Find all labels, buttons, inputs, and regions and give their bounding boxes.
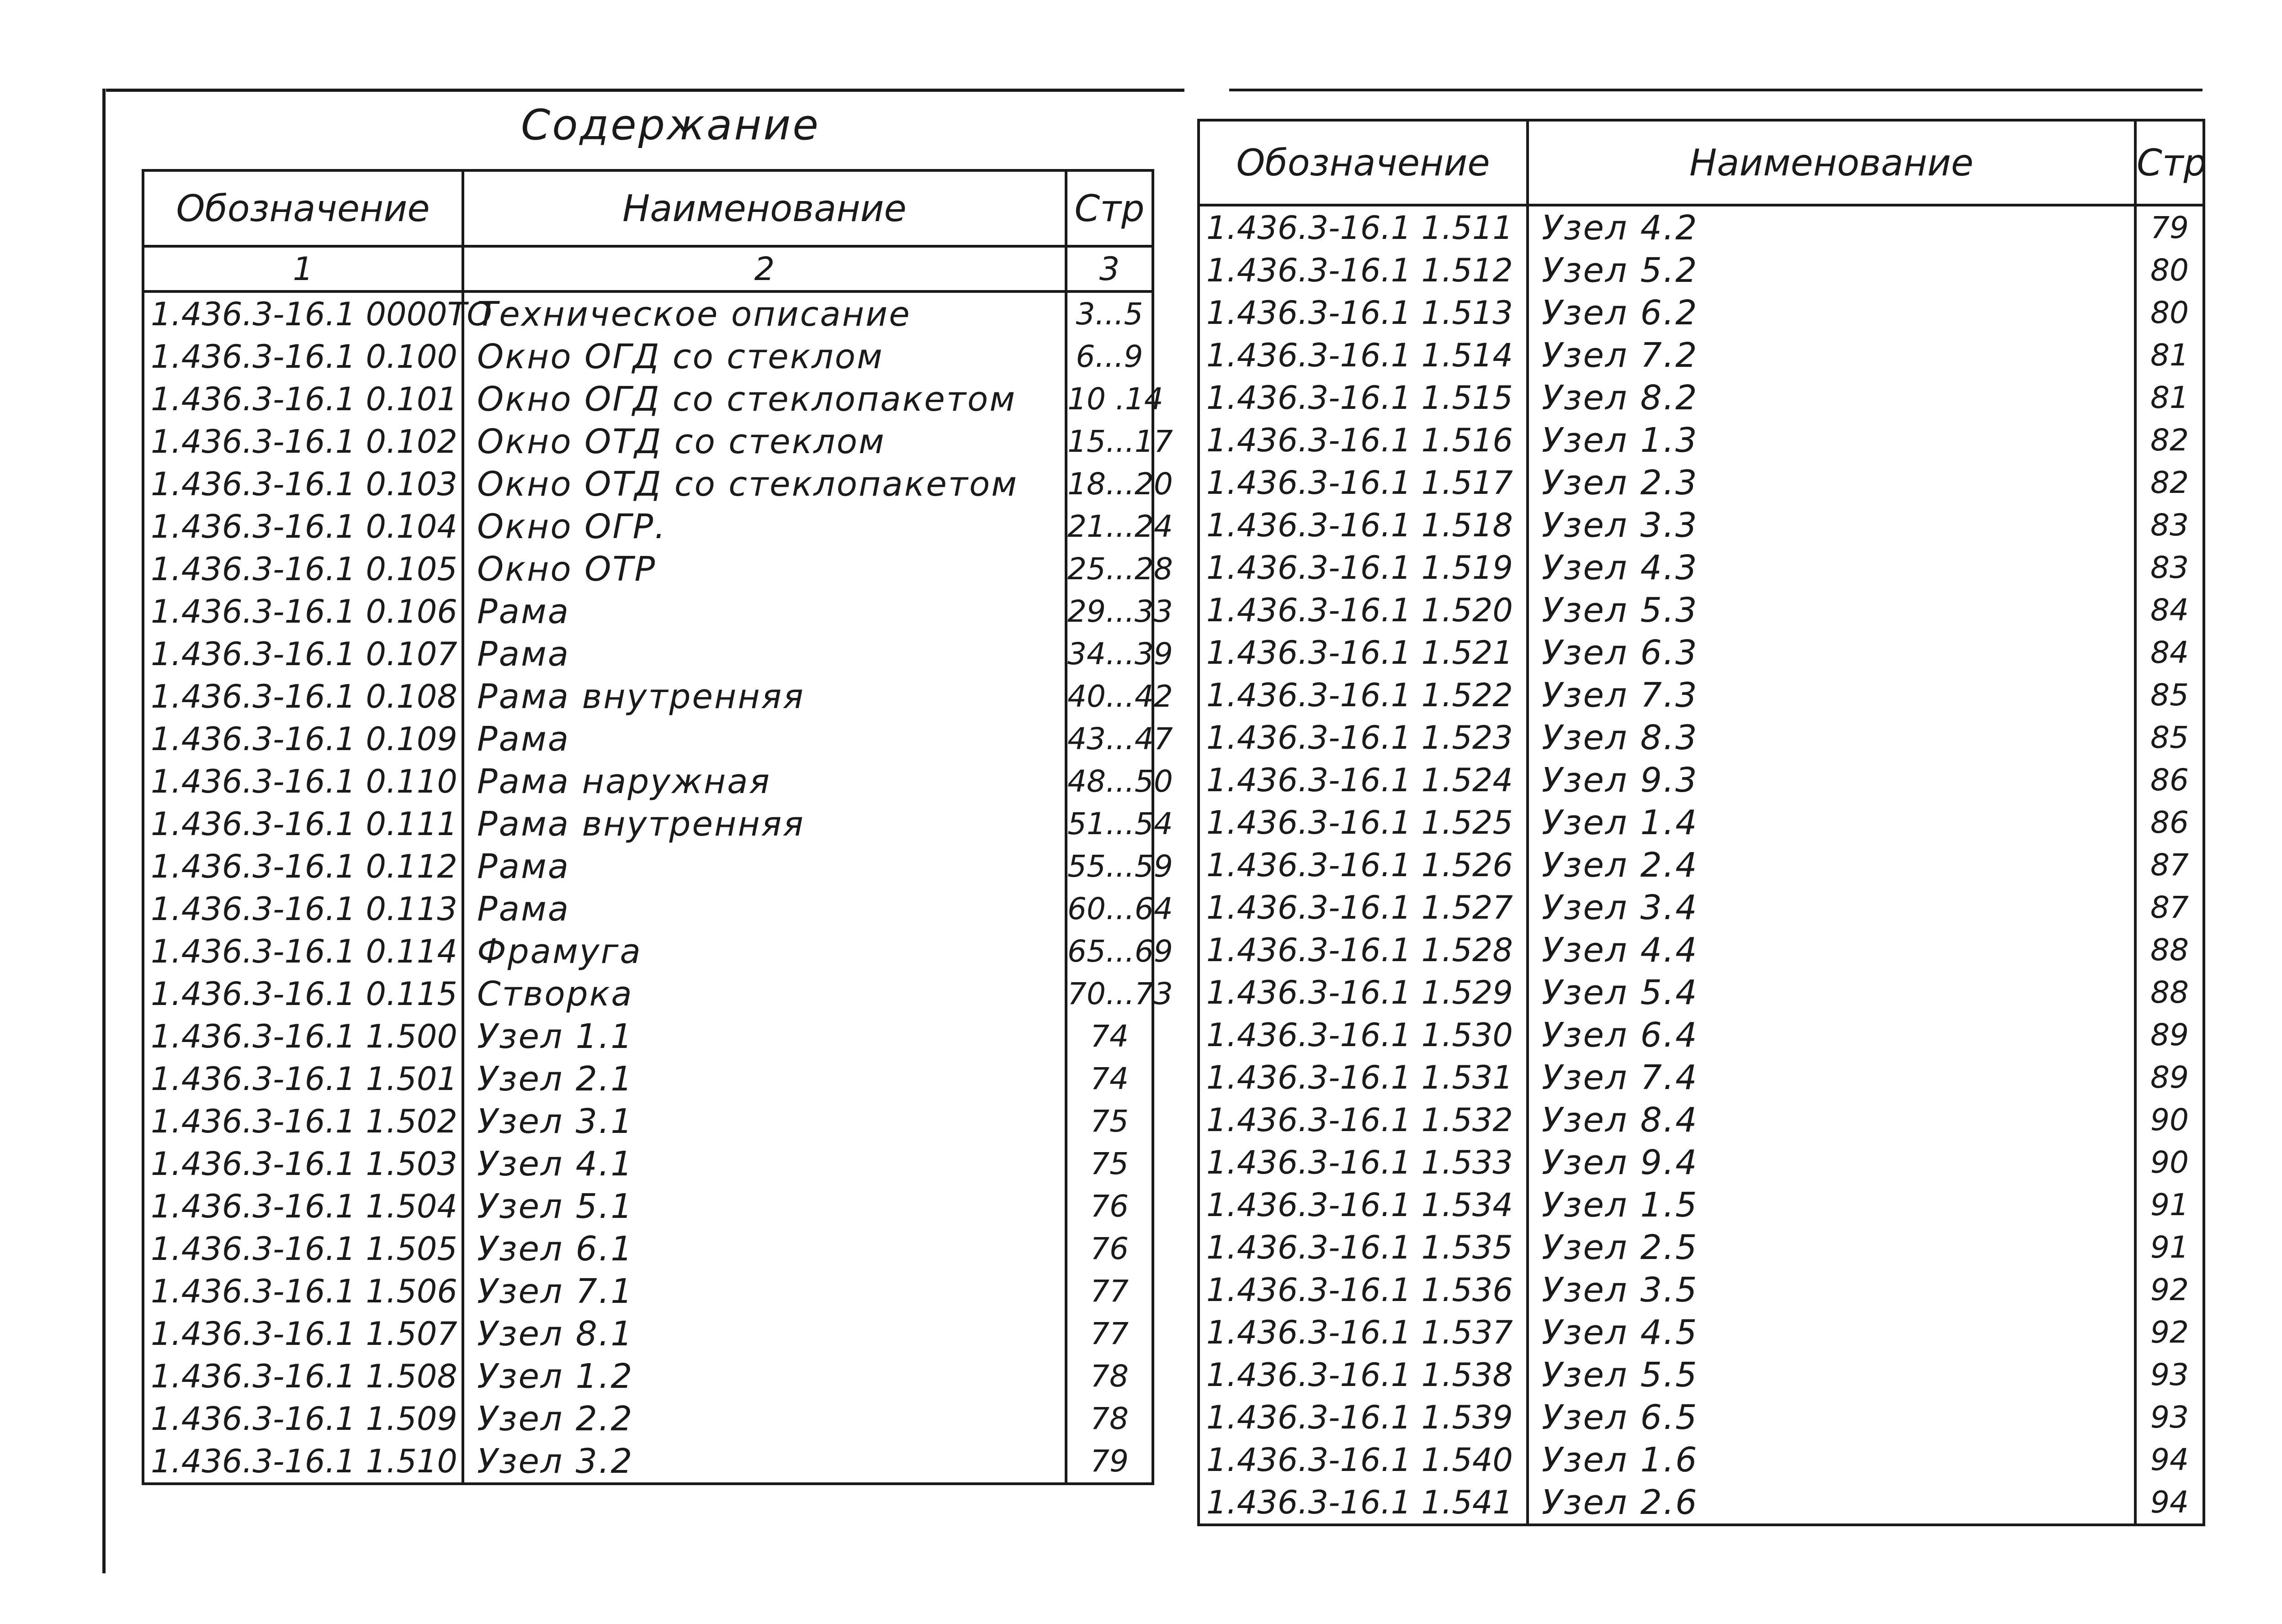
row-page: 29...33 xyxy=(1066,590,1153,633)
row-designation: 1.436.3-16.1 0.102 xyxy=(143,420,463,463)
row-designation: 1.436.3-16.1 0.105 xyxy=(143,548,463,590)
row-page: 79 xyxy=(2135,205,2204,249)
row-designation: 1.436.3-16.1 0.104 xyxy=(143,505,463,548)
row-page: 83 xyxy=(2135,504,2204,546)
table-row xyxy=(1199,971,2204,1014)
table-row xyxy=(143,463,1153,505)
table-row xyxy=(143,888,1153,930)
table-row xyxy=(1199,334,2204,376)
row-designation: 1.436.3-16.1 1.512 xyxy=(1199,249,1528,291)
table-row xyxy=(1199,205,2204,249)
row-page: 93 xyxy=(2135,1354,2204,1396)
column-number-designation: 1 xyxy=(143,246,463,291)
row-name: Рама xyxy=(463,590,1066,633)
row-name: Узел 3.3 xyxy=(1528,504,2135,546)
row-page: 84 xyxy=(2135,589,2204,631)
row-name: Узел 7.2 xyxy=(1528,334,2135,376)
table-row xyxy=(1199,291,2204,334)
row-page: 92 xyxy=(2135,1311,2204,1354)
table-row xyxy=(1199,1141,2204,1184)
row-page: 48...50 xyxy=(1066,760,1153,803)
row-page: 84 xyxy=(2135,631,2204,674)
table-row xyxy=(1199,1439,2204,1481)
row-designation: 1.436.3-16.1 1.505 xyxy=(143,1227,463,1270)
row-designation: 1.436.3-16.1 1.501 xyxy=(143,1058,463,1100)
row-name: Окно ОГД со стеклом xyxy=(463,335,1066,378)
column-header-page: Стр xyxy=(2135,120,2204,205)
row-page: 60...64 xyxy=(1066,888,1153,930)
table-row xyxy=(143,1185,1153,1227)
table-row xyxy=(143,1270,1153,1312)
row-page: 91 xyxy=(2135,1226,2204,1269)
table-row xyxy=(1199,844,2204,886)
row-page: 75 xyxy=(1066,1143,1153,1185)
frame-left-rule xyxy=(102,89,106,1573)
row-name: Рама внутренняя xyxy=(463,675,1066,718)
column-header-designation: Обозначение xyxy=(143,170,463,246)
table-row xyxy=(1199,461,2204,504)
row-name: Узел 4.3 xyxy=(1528,546,2135,589)
table-row xyxy=(143,845,1153,888)
row-designation: 1.436.3-16.1 0.114 xyxy=(143,930,463,973)
row-name: Узел 9.4 xyxy=(1528,1141,2135,1184)
row-name: Створка xyxy=(463,973,1066,1015)
table-row xyxy=(1199,546,2204,589)
row-page: 51...54 xyxy=(1066,803,1153,845)
row-designation: 1.436.3-16.1 1.528 xyxy=(1199,929,1528,971)
column-header-page: Стр xyxy=(1066,170,1153,246)
row-page: 6...9 xyxy=(1066,335,1153,378)
row-page: 43...47 xyxy=(1066,718,1153,760)
row-page: 82 xyxy=(2135,419,2204,461)
contents-table-left xyxy=(142,169,1173,1485)
table-row xyxy=(1199,759,2204,801)
row-designation: 1.436.3-16.1 1.525 xyxy=(1199,801,1528,844)
row-page: 40...42 xyxy=(1066,675,1153,718)
row-name: Узел 4.5 xyxy=(1528,1311,2135,1354)
row-name: Узел 2.5 xyxy=(1528,1226,2135,1269)
row-designation: 1.436.3-16.1 0.109 xyxy=(143,718,463,760)
row-designation: 1.436.3-16.1 0.101 xyxy=(143,378,463,420)
table-row xyxy=(143,420,1153,463)
row-page: 76 xyxy=(1066,1185,1153,1227)
column-header-name: Наименование xyxy=(463,170,1066,246)
row-name: Узел 2.3 xyxy=(1528,461,2135,504)
frame-top-left-rule xyxy=(106,89,1184,92)
table-row xyxy=(143,548,1153,590)
table-row xyxy=(1199,249,2204,291)
row-designation: 1.436.3-16.1 1.514 xyxy=(1199,334,1528,376)
table-row xyxy=(143,633,1153,675)
row-name: Узел 1.2 xyxy=(463,1355,1066,1397)
table-row xyxy=(143,718,1153,760)
row-page: 74 xyxy=(1066,1015,1153,1058)
row-page: 21...24 xyxy=(1066,505,1153,548)
row-designation: 1.436.3-16.1 1.510 xyxy=(143,1440,463,1484)
table-row xyxy=(143,675,1153,718)
row-name: Узел 3.1 xyxy=(463,1100,1066,1143)
row-page: 87 xyxy=(2135,886,2204,929)
contents-table-right xyxy=(1197,119,2205,1526)
row-designation: 1.436.3-16.1 1.526 xyxy=(1199,844,1528,886)
row-name: Окно ОТД со стеклом xyxy=(463,420,1066,463)
header-row xyxy=(1199,120,2204,205)
row-name: Окно ОТР xyxy=(463,548,1066,590)
row-designation: 1.436.3-16.1 0.115 xyxy=(143,973,463,1015)
table-row xyxy=(1199,1056,2204,1099)
row-designation: 1.436.3-16.1 1.507 xyxy=(143,1312,463,1355)
row-designation: 1.436.3-16.1 1.540 xyxy=(1199,1439,1528,1481)
table-row xyxy=(1199,886,2204,929)
table-row xyxy=(143,973,1153,1015)
table-row xyxy=(1199,589,2204,631)
row-page: 93 xyxy=(2135,1396,2204,1439)
row-designation: 1.436.3-16.1 1.508 xyxy=(143,1355,463,1397)
table-row xyxy=(1199,504,2204,546)
row-page: 86 xyxy=(2135,759,2204,801)
contents-body-left xyxy=(143,246,1173,1484)
row-designation: 1.436.3-16.1 1.506 xyxy=(143,1270,463,1312)
row-name: Узел 4.4 xyxy=(1528,929,2135,971)
row-page: 77 xyxy=(1066,1312,1153,1355)
table-row xyxy=(143,505,1153,548)
row-name: Узел 1.5 xyxy=(1528,1184,2135,1226)
table-row xyxy=(143,1143,1153,1185)
row-page: 85 xyxy=(2135,716,2204,759)
row-name: Узел 6.2 xyxy=(1528,291,2135,334)
frame-top-right-rule xyxy=(1229,89,2202,91)
row-designation: 1.436.3-16.1 1.503 xyxy=(143,1143,463,1185)
row-page: 80 xyxy=(2135,249,2204,291)
table-row xyxy=(1199,631,2204,674)
row-name: Узел 2.1 xyxy=(463,1058,1066,1100)
row-designation: 1.436.3-16.1 1.516 xyxy=(1199,419,1528,461)
row-name: Узел 8.4 xyxy=(1528,1099,2135,1141)
contents-body-right xyxy=(1199,205,2204,1525)
column-header-designation: Обозначение xyxy=(1199,120,1528,205)
table-row xyxy=(1199,1481,2204,1525)
row-page: 3...5 xyxy=(1066,291,1153,335)
row-page: 90 xyxy=(2135,1099,2204,1141)
row-name: Узел 6.3 xyxy=(1528,631,2135,674)
row-name: Узел 1.1 xyxy=(463,1015,1066,1058)
row-name: Окно ОГД со стеклопакетом xyxy=(463,378,1066,420)
row-designation: 1.436.3-16.1 1.538 xyxy=(1199,1354,1528,1396)
table-row xyxy=(1199,419,2204,461)
row-name: Узел 5.4 xyxy=(1528,971,2135,1014)
row-name: Узел 1.4 xyxy=(1528,801,2135,844)
table-row xyxy=(143,1440,1153,1484)
row-name: Узел 2.2 xyxy=(463,1397,1066,1440)
row-name: Узел 7.3 xyxy=(1528,674,2135,716)
row-designation: 1.436.3-16.1 0.111 xyxy=(143,803,463,845)
row-name: Рама xyxy=(463,888,1066,930)
table-row xyxy=(1199,716,2204,759)
column-number-row xyxy=(143,246,1153,291)
row-page: 15...17 xyxy=(1066,420,1153,463)
table-row xyxy=(1199,1311,2204,1354)
row-name: Узел 7.1 xyxy=(463,1270,1066,1312)
row-name: Узел 1.3 xyxy=(1528,419,2135,461)
table-row xyxy=(1199,1396,2204,1439)
row-designation: 1.436.3-16.1 0.108 xyxy=(143,675,463,718)
row-page: 89 xyxy=(2135,1014,2204,1056)
table-row xyxy=(143,1397,1153,1440)
column-number-page: 3 xyxy=(1066,246,1153,291)
table-row xyxy=(143,760,1153,803)
row-designation: 1.436.3-16.1 0.103 xyxy=(143,463,463,505)
table-row xyxy=(143,291,1153,335)
row-designation: 1.436.3-16.1 0000ТО xyxy=(143,291,463,335)
column-number-name: 2 xyxy=(463,246,1066,291)
row-designation: 1.436.3-16.1 0.100 xyxy=(143,335,463,378)
table-row xyxy=(143,590,1153,633)
row-name: Узел 6.1 xyxy=(463,1227,1066,1270)
table-row xyxy=(143,1100,1153,1143)
row-name: Узел 3.5 xyxy=(1528,1269,2135,1311)
row-designation: 1.436.3-16.1 1.536 xyxy=(1199,1269,1528,1311)
row-designation: 1.436.3-16.1 1.513 xyxy=(1199,291,1528,334)
table-row xyxy=(1199,1226,2204,1269)
row-designation: 1.436.3-16.1 1.530 xyxy=(1199,1014,1528,1056)
row-designation: 1.436.3-16.1 1.531 xyxy=(1199,1056,1528,1099)
row-page: 94 xyxy=(2135,1439,2204,1481)
row-name: Узел 8.2 xyxy=(1528,376,2135,419)
row-page: 70...73 xyxy=(1066,973,1153,1015)
table-row xyxy=(143,803,1153,845)
table-row xyxy=(1199,1184,2204,1226)
row-designation: 1.436.3-16.1 1.527 xyxy=(1199,886,1528,929)
row-name: Рама xyxy=(463,845,1066,888)
row-designation: 1.436.3-16.1 1.502 xyxy=(143,1100,463,1143)
row-designation: 1.436.3-16.1 1.500 xyxy=(143,1015,463,1058)
row-name: Узел 2.4 xyxy=(1528,844,2135,886)
row-designation: 1.436.3-16.1 1.519 xyxy=(1199,546,1528,589)
row-page: 80 xyxy=(2135,291,2204,334)
row-designation: 1.436.3-16.1 0.113 xyxy=(143,888,463,930)
row-name: Узел 5.5 xyxy=(1528,1354,2135,1396)
row-designation: 1.436.3-16.1 1.517 xyxy=(1199,461,1528,504)
row-name: Рама наружная xyxy=(463,760,1066,803)
row-designation: 1.436.3-16.1 1.518 xyxy=(1199,504,1528,546)
row-page: 18...20 xyxy=(1066,463,1153,505)
row-page: 78 xyxy=(1066,1355,1153,1397)
row-page: 79 xyxy=(1066,1440,1153,1484)
column-header-name: Наименование xyxy=(1528,120,2135,205)
row-name: Окно ОГР. xyxy=(463,505,1066,548)
row-page: 25...28 xyxy=(1066,548,1153,590)
row-designation: 1.436.3-16.1 1.524 xyxy=(1199,759,1528,801)
table-row xyxy=(143,1058,1153,1100)
row-name: Рама внутренняя xyxy=(463,803,1066,845)
row-name: Узел 3.4 xyxy=(1528,886,2135,929)
row-designation: 1.436.3-16.1 1.504 xyxy=(143,1185,463,1227)
row-page: 83 xyxy=(2135,546,2204,589)
row-page: 81 xyxy=(2135,334,2204,376)
row-designation: 1.436.3-16.1 1.521 xyxy=(1199,631,1528,674)
table-row xyxy=(143,335,1153,378)
row-name: Узел 8.1 xyxy=(463,1312,1066,1355)
table-row xyxy=(143,1355,1153,1397)
table-row xyxy=(143,1015,1153,1058)
row-name: Узел 2.6 xyxy=(1528,1481,2135,1525)
row-designation: 1.436.3-16.1 1.539 xyxy=(1199,1396,1528,1439)
row-name: Узел 6.5 xyxy=(1528,1396,2135,1439)
row-page: 89 xyxy=(2135,1056,2204,1099)
row-designation: 1.436.3-16.1 1.532 xyxy=(1199,1099,1528,1141)
table-row xyxy=(143,378,1153,420)
row-designation: 1.436.3-16.1 1.522 xyxy=(1199,674,1528,716)
row-name: Узел 5.2 xyxy=(1528,249,2135,291)
row-name: Узел 4.2 xyxy=(1528,205,2135,249)
row-page: 76 xyxy=(1066,1227,1153,1270)
table-row xyxy=(1199,929,2204,971)
table-row xyxy=(1199,674,2204,716)
table-row xyxy=(143,930,1153,973)
row-name: Узел 4.1 xyxy=(463,1143,1066,1185)
row-name: Узел 3.2 xyxy=(463,1440,1066,1484)
row-designation: 1.436.3-16.1 0.106 xyxy=(143,590,463,633)
row-page: 78 xyxy=(1066,1397,1153,1440)
row-page: 88 xyxy=(2135,971,2204,1014)
row-name: Фрамуга xyxy=(463,930,1066,973)
row-designation: 1.436.3-16.1 1.534 xyxy=(1199,1184,1528,1226)
row-name: Узел 6.4 xyxy=(1528,1014,2135,1056)
table-row xyxy=(1199,1099,2204,1141)
row-page: 92 xyxy=(2135,1269,2204,1311)
row-designation: 1.436.3-16.1 0.112 xyxy=(143,845,463,888)
table-row xyxy=(1199,1269,2204,1311)
row-designation: 1.436.3-16.1 1.523 xyxy=(1199,716,1528,759)
row-name: Рама xyxy=(463,718,1066,760)
table-row xyxy=(1199,376,2204,419)
row-page: 87 xyxy=(2135,844,2204,886)
row-name: Узел 8.3 xyxy=(1528,716,2135,759)
table-row xyxy=(143,1227,1153,1270)
row-name: Узел 1.6 xyxy=(1528,1439,2135,1481)
row-designation: 1.436.3-16.1 1.537 xyxy=(1199,1311,1528,1354)
row-name: Рама xyxy=(463,633,1066,675)
row-page: 91 xyxy=(2135,1184,2204,1226)
table-row xyxy=(1199,1014,2204,1056)
row-designation: 1.436.3-16.1 1.535 xyxy=(1199,1226,1528,1269)
row-page: 94 xyxy=(2135,1481,2204,1525)
page-title: Содержание xyxy=(521,101,820,149)
row-designation: 1.436.3-16.1 0.110 xyxy=(143,760,463,803)
row-designation: 1.436.3-16.1 1.509 xyxy=(143,1397,463,1440)
row-page: 82 xyxy=(2135,461,2204,504)
row-designation: 1.436.3-16.1 1.511 xyxy=(1199,205,1528,249)
row-page: 65...69 xyxy=(1066,930,1153,973)
row-name: Узел 5.1 xyxy=(463,1185,1066,1227)
row-name: Узел 7.4 xyxy=(1528,1056,2135,1099)
row-page: 86 xyxy=(2135,801,2204,844)
table-row xyxy=(143,1312,1153,1355)
row-name: Техническое описание xyxy=(463,291,1066,335)
row-page: 77 xyxy=(1066,1270,1153,1312)
row-designation: 1.436.3-16.1 1.520 xyxy=(1199,589,1528,631)
row-designation: 1.436.3-16.1 1.515 xyxy=(1199,376,1528,419)
row-page: 55...59 xyxy=(1066,845,1153,888)
row-designation: 1.436.3-16.1 1.533 xyxy=(1199,1141,1528,1184)
row-page: 75 xyxy=(1066,1100,1153,1143)
row-designation: 1.436.3-16.1 1.529 xyxy=(1199,971,1528,1014)
table-row xyxy=(1199,801,2204,844)
row-page: 34...39 xyxy=(1066,633,1153,675)
row-name: Окно ОТД со стеклопакетом xyxy=(463,463,1066,505)
row-page: 81 xyxy=(2135,376,2204,419)
row-designation: 1.436.3-16.1 1.541 xyxy=(1199,1481,1528,1525)
row-page: 74 xyxy=(1066,1058,1153,1100)
header-row xyxy=(143,170,1153,246)
row-designation: 1.436.3-16.1 0.107 xyxy=(143,633,463,675)
row-page: 88 xyxy=(2135,929,2204,971)
table-row xyxy=(1199,1354,2204,1396)
row-page: 85 xyxy=(2135,674,2204,716)
row-page: 10 .14 xyxy=(1066,378,1153,420)
row-page: 90 xyxy=(2135,1141,2204,1184)
row-name: Узел 5.3 xyxy=(1528,589,2135,631)
row-name: Узел 9.3 xyxy=(1528,759,2135,801)
